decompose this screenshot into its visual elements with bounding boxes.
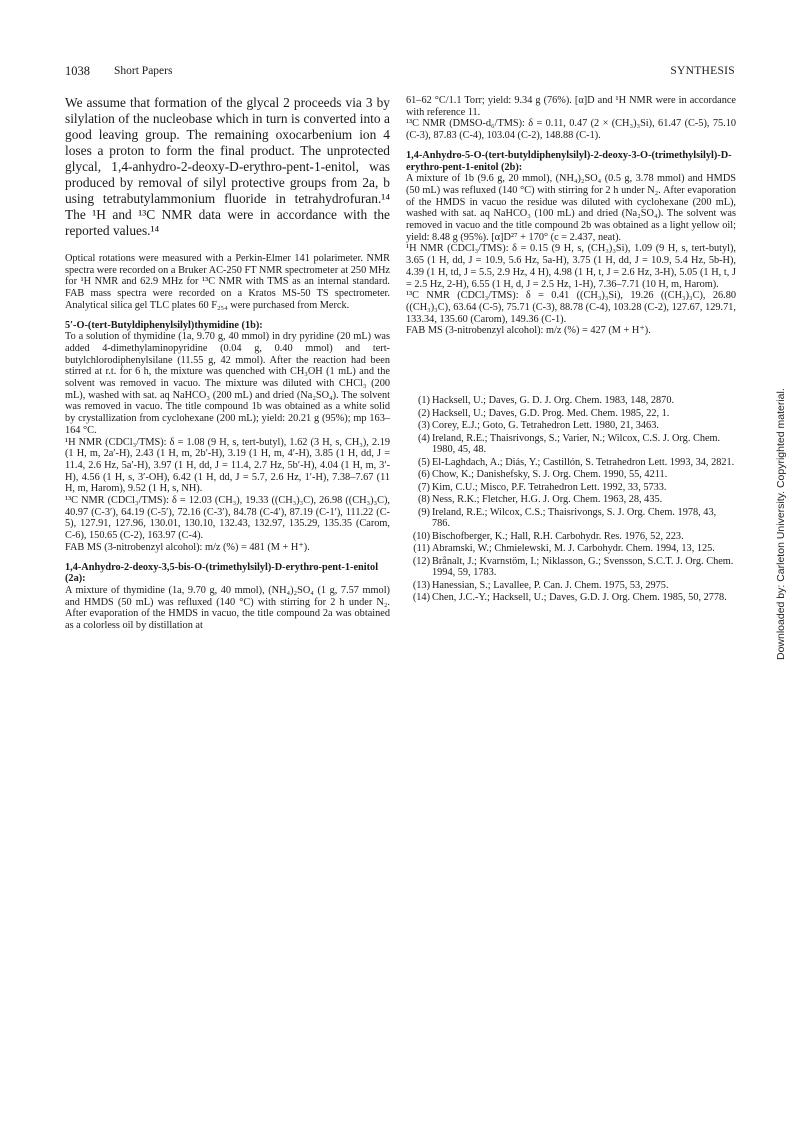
left-column [65, 95, 390, 632]
reference-number: (4) [417, 432, 430, 444]
heading-compound-2b: 1,4-Anhydro-5-O-(tert-butyldiphenylsilyl)-2-deoxy-3-O-(trimethylsilyl)-D-erythro-pent-1-enitol (2b): [406, 149, 732, 173]
procedure-2a-continued: 61–62 °C/1.1 Torr; yield: 9.34 g (76%). [α]D and ¹H NMR were in accordance with reference 11. [406, 95, 736, 118]
reference-text: Kim, C.U.; Misco, P.F. Tetrahedron Lett. 1992, 33, 5733. [432, 481, 667, 493]
reference-number: (2) [417, 407, 430, 419]
reference-text: Ness, R.K.; Fletcher, H.G. J. Org. Chem. 1963, 28, 435. [432, 494, 663, 506]
page-header [65, 64, 735, 82]
reference-item [406, 433, 736, 456]
reference-number: (8) [417, 494, 430, 506]
journal-section: Short Papers [114, 65, 173, 77]
reference-item [406, 531, 736, 543]
reference-number: (9) [417, 506, 430, 518]
journal-name: SYNTHESIS [670, 65, 735, 77]
download-watermark: Downloaded by: Carleton University. Copyrighted material. [775, 388, 787, 660]
reference-text: Ireland, R.E.; Thaisrivongs, S.; Varier, N.; Wilcox, C.S. J. Org. Chem. 1980, 45, 48. [432, 432, 721, 456]
reference-number: (1) [417, 395, 430, 407]
reference-list [406, 395, 736, 604]
reference-text: El-Laghdach, A.; Diás, Y.; Castillón, S. Tetrahedron Lett. 1993, 34, 2821. [432, 456, 735, 468]
heading-compound-2a: 1,4-Anhydro-2-deoxy-3,5-bis-O-(trimethylsilyl)-D-erythro-pent-1-enitol (2a): [65, 561, 379, 585]
reference-number: (11) [413, 543, 430, 555]
reference-text: Hacksell, U.; Daves, G. D. J. Org. Chem. 1983, 148, 2870. [432, 395, 675, 407]
cnmr-2a: ¹³C NMR (DMSO-d₆/TMS): δ = 0.11, 0.47 (2 × (CH₃)₃Si), 61.47 (C-5), 75.10 (C-3), 87.83 (C-4), 103.04 (C-2), 148.88 (C-1). [406, 118, 736, 142]
reference-text: Abramski, W.; Chmielewski, M. J. Carbohydr. Chem. 1994, 13, 125. [432, 543, 715, 555]
hnmr-2b: ¹H NMR (CDCl₃/TMS): δ = 0.15 (9 H, s, (CH₃)₃Si), 1.09 (9 H, s, tert-butyl), 3.65 (1 H, dd, J = 10.9, 5.6 Hz, 5a-H), 3.75 (1 H, dd, J = 10.9, 5.4 Hz, 5b-H), 4.39 (1 H, td, J = 5.5, 2.9 Hz, 4 H), 4.98 (1 H, t, J = 2.6 Hz, 3-H), 5.05 (1 H, t, J = 2.5 Hz, 2-H), 6.55 (1 H, d, J = 2.5 Hz, 1-H), 7.36–7.71 (10 H, m, Harom). [406, 243, 736, 290]
reference-text: Chen, J.C.-Y.; Hacksell, U.; Daves, G.D. J. Org. Chem. 1985, 50, 2778. [432, 592, 727, 604]
reference-item [406, 507, 736, 530]
reference-text: Chow, K.; Danishefsky, S. J. Org. Chem. 1990, 55, 4211. [432, 469, 668, 481]
reference-item [406, 580, 736, 592]
reference-number: (10) [412, 530, 430, 542]
cnmr-1b: ¹³C NMR (CDCl₃/TMS): δ = 12.03 (CH₃), 19.33 ((CH₃)₃C), 26.98 ((CH₃)₃C), 40.97 (C-3′), 64.19 (C-5′), 72.16 (C-3′), 84.78 (C-4′), 87.19 (C-1′), 111.22 (C-5), 127.91, 127.96, 130.01, 130.10, 132.43, 132.97, 135.29, 135.35 (Carom, C-6), 150.65 (C-2), 163.97 (C-4). [65, 495, 390, 542]
page-number: 1038 [65, 64, 90, 78]
hnmr-1b: ¹H NMR (CDCl₃/TMS): δ = 1.08 (9 H, s, tert-butyl), 1.62 (3 H, s, CH₃), 2.19 (1 H, m, 2a′-H), 2.43 (1 H, m, 2b′-H), 3.19 (1 H, m, 4′-H), 3.85 (1 H, dd, J = 11.4, 2.6 Hz, 5a′-H), 3.97 (1 H, dd, J = 11.4, 2.7 Hz, 5b′-H), 4.04 (1 H, m, 3′-H), 4.56 (1 H, s, 3′-OH), 6.42 (1 H, dd, J = 5.7, 2.6 Hz, 1′-H), 7.38–7.67 (11 H, m, Harom), 9.52 (1 H, s, NH). [65, 436, 390, 495]
procedure-2b: A mixture of 1b (9.6 g, 20 mmol), (NH₄)₂SO₄ (0.5 g, 3.78 mmol) and HMDS (50 mL) was refluxed (140 °C) with stirring for 2 h under N₂. After evaporation of the HMDS in vacuo the residue was diluted with cyclohexane (200 mL), washed with sat. aq NaHCO₃ (100 mL) and dried (Na₂SO₄). The solvent was removed in vacuo and the title compound 2b was obtained as a light yellow oil; yield: 8.48 g (95%). [α]D²⁷ + 170° (c = 2.437, neat). [406, 173, 736, 243]
reference-item [406, 469, 736, 481]
reference-item [406, 592, 736, 604]
reference-number: (6) [417, 469, 430, 481]
reference-text: Bischofberger, K.; Hall, R.H. Carbohydr. Res. 1976, 52, 223. [432, 530, 684, 542]
heading-compound-1b: 5′-O-(tert-Butyldiphenylsilyl)thymidine (1b): [65, 319, 263, 331]
reference-number: (3) [417, 420, 430, 432]
reference-number: (13) [412, 579, 430, 591]
reference-item [406, 494, 736, 506]
reference-number: (5) [417, 456, 430, 468]
reference-item [406, 457, 736, 469]
reference-text: Corey, E.J.; Goto, G. Tetrahedron Lett. 1980, 21, 3463. [432, 420, 659, 432]
general-methods: Optical rotations were measured with a Perkin-Elmer 141 polarimeter. NMR spectra were recorded on a Bruker AC-250 FT NMR spectrometer at 250 MHz for ¹H NMR and 62.9 MHz for ¹³C NMR with TMS as an internal standard. FAB mass spectra were recorded on a Kratos MS-50 TS spectrometer. Analytical silica gel TLC plates 60 F₂₅₄ were purchased from Merck. [65, 253, 390, 311]
reference-text: Ireland, R.E.; Wilcox, C.S.; Thaisrivongs, S. J. Org. Chem. 1978, 43, 786. [432, 506, 717, 530]
reference-number: (12) [412, 555, 430, 567]
fab-ms-2b: FAB MS (3-nitrobenzyl alcohol): m/z (%) = 427 (M + H⁺). [406, 325, 651, 337]
reference-text: Hanessian, S.; Lavallee, P. Can. J. Chem. 1975, 53, 2975. [432, 579, 669, 591]
reference-item [406, 408, 736, 420]
reference-item [406, 556, 736, 579]
reference-item [406, 543, 736, 555]
reference-text: Brånalt, J.; Kvarnstöm, I.; Niklasson, G.; Svensson, S.C.T. J. Org. Chem. 1994, 59, 1783. [432, 555, 734, 579]
intro-paragraph: We assume that formation of the glycal 2 proceeds via 3 by silylation of the nucleobase which in turn is converted into a good leaving group. The remaining oxocarbenium ion 4 loses a proton to form the final product. The unprotected glycal, 1,4-anhydro-2-deoxy-D-erythro-pent-1-enitol, was produced by removal of silyl protective groups from 2a, b using tetrabutylammonium fluoride in tetrahydrofuran.¹⁴ The ¹H and ¹³C NMR data were in accordance with the reported values.¹⁴ [65, 95, 390, 238]
cnmr-2b: ¹³C NMR (CDCl₃/TMS): δ = 0.41 ((CH₃)₃Si), 19.26 ((CH₃)₃C), 26.80 ((CH₃)₃C), 63.64 (C-5), 75.71 (C-3), 88.78 (C-4), 103.28 (C-2), 127.67, 129.71, 133.34, 135.60 (Carom), 149.36 (C-1). [406, 290, 736, 325]
reference-number: (14) [412, 592, 430, 604]
reference-item [406, 420, 736, 432]
reference-item [406, 482, 736, 494]
reference-item [406, 395, 736, 407]
procedure-1b: To a solution of thymidine (1a, 9.70 g, 40 mmol) in dry pyridine (20 mL) was added 4-dimethylaminopyridine (0.04 g, 0.40 mmol) and tert-butylchlorodiphenylsilane (11.55 g, 42 mmol). After the reaction had been stirred at r.t. for 6 h, the mixture was quenched with CH₃OH (1 mL) and the solvent was removed in vacuo. The mixture was diluted with CHCl₃ (200 mL), washed with sat. aq NaHCO₃ (200 mL) and dried (Na₂SO₄). The solvent was removed in vacuo. The title compound 1b was obtained as a white solid by crystallization from cyclohexane (200 mL); yield: 20.21 g (95%); mp 163–164 °C. [65, 331, 390, 436]
procedure-2a: A mixture of thymidine (1a, 9.70 g, 40 mmol), (NH₄)₂SO₄ (1 g, 7.57 mmol) and HMDS (50 mL) was refluxed (140 °C) with stirring for 2 h under N₂. After evaporation of the HMDS in vacuo, the title compound 2a was obtained as a colorless oil by distillation at [65, 584, 390, 632]
fab-ms-1b: FAB MS (3-nitrobenzyl alcohol): m/z (%) = 481 (M + H⁺). [65, 541, 310, 553]
reference-text: Hacksell, U.; Daves, G.D. Prog. Med. Chem. 1985, 22, 1. [432, 407, 670, 419]
right-column [406, 95, 736, 605]
reference-number: (7) [417, 481, 430, 493]
